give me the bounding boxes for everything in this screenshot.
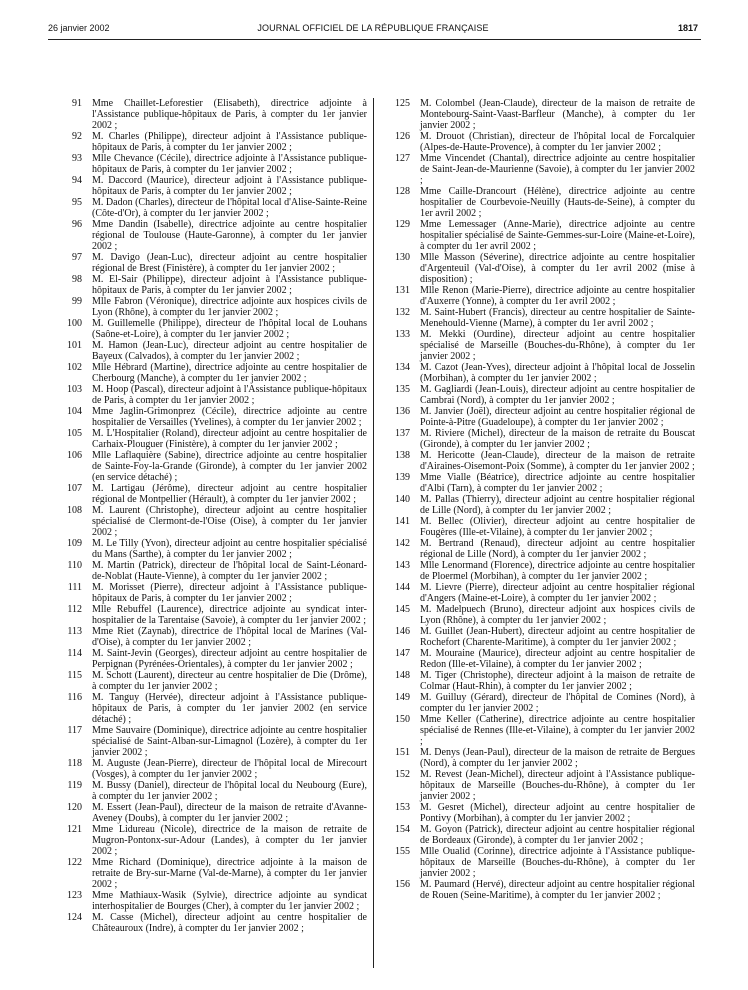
list-item	[52, 296, 367, 318]
list-item	[52, 483, 367, 505]
entry-text: Mme Caille-Drancourt (Hélène), directrice adjointe au centre hospitalier de Courbevoie-Neuilly (Hauts-de-Seine), à compter du 1er avril 2002 ;	[420, 186, 695, 219]
entry-number: 127	[395, 153, 410, 164]
entry-text: Mme Chaillet-Leforestier (Elisabeth), directrice adjointe à l'Assistance publique-hôpitaux de Paris, à compter du 1er janvier 2002 ;	[92, 98, 367, 131]
entry-number: 138	[395, 450, 410, 461]
entry-number: 93	[72, 153, 82, 164]
entry-number: 150	[395, 714, 410, 725]
list-item	[380, 428, 695, 450]
entry-number: 152	[395, 769, 410, 780]
entry-number: 118	[67, 758, 82, 769]
journal-title: JOURNAL OFFICIEL DE LA RÉPUBLIQUE FRANÇAISE	[257, 23, 489, 33]
list-item	[52, 362, 367, 384]
entry-number: 131	[395, 285, 410, 296]
entry-number: 104	[67, 406, 82, 417]
list-item	[52, 912, 367, 934]
entry-number: 120	[67, 802, 82, 813]
list-item	[52, 219, 367, 252]
entry-number: 135	[395, 384, 410, 395]
entry-text: Mme Vialle (Béatrice), directrice adjointe au centre hospitalier d'Albi (Tarn), à compter du 1er janvier 2002 ;	[420, 472, 695, 494]
list-item	[52, 98, 367, 131]
list-item	[52, 428, 367, 450]
entry-text: M. Revest (Jean-Michel), directeur adjoint à l'Assistance publique-hôpitaux de Marseille (Bouches-du-Rhône), à compter du 1er janvier 2002 ;	[420, 769, 695, 802]
entry-text: M. Bellec (Olivier), directeur adjoint au centre hospitalier de Fougères (Ille-et-Vilaine), à compter du 1er janvier 2002 ;	[420, 516, 695, 538]
list-item	[52, 560, 367, 582]
list-item	[380, 824, 695, 846]
entry-text: M. Hoop (Pascal), directeur adjoint à l'Assistance publique-hôpitaux de Paris, à compter du 1er janvier 2002 ;	[92, 384, 367, 406]
entry-number: 121	[67, 824, 82, 835]
entry-number: 134	[395, 362, 410, 373]
entry-number: 91	[72, 98, 82, 109]
entry-number: 114	[67, 648, 82, 659]
list-item	[380, 516, 695, 538]
entry-text: M. Pallas (Thierry), directeur adjoint au centre hospitalier régional de Lille (Nord), à compter du 1er janvier 2002 ;	[420, 494, 695, 516]
list-item	[52, 131, 367, 153]
list-item	[52, 384, 367, 406]
list-item	[380, 802, 695, 824]
entry-text: M. Dadon (Charles), directeur de l'hôpital local d'Alise-Sainte-Reine (Côte-d'Or), à compter du 1er janvier 2002 ;	[92, 197, 367, 219]
list-item	[380, 219, 695, 252]
list-item	[52, 648, 367, 670]
entry-text: M. Cazot (Jean-Yves), directeur adjoint à l'hôpital local de Josselin (Morbihan), à compter du 1er janvier 2002 ;	[420, 362, 695, 384]
entry-text: M. Laurent (Christophe), directeur adjoint au centre hospitalier spécialisé de Clermont-de-l'Oise (Oise), à compter du 1er janvier 2002 ;	[92, 505, 367, 538]
entry-number: 106	[67, 450, 82, 461]
entry-number: 107	[67, 483, 82, 494]
entry-number: 108	[67, 505, 82, 516]
list-item	[52, 626, 367, 648]
list-item	[380, 747, 695, 769]
entry-text: M. Hericotte (Jean-Claude), directeur de la maison de retraite d'Airaines-Oisemont-Poix (Somme), à compter du 1er janvier 2002 ;	[420, 450, 695, 472]
entry-number: 111	[67, 582, 82, 593]
list-item	[380, 648, 695, 670]
entry-text: M. L'Hospitalier (Roland), directeur adjoint au centre hospitalier de Carhaix-Plouguer (Finistère), à compter du 1er janvier 2002 ;	[92, 428, 367, 450]
list-item	[380, 472, 695, 494]
entry-number: 144	[395, 582, 410, 593]
list-item	[380, 384, 695, 406]
entry-text: M. Janvier (Joël), directeur adjoint au centre hospitalier régional de Pointe-à-Pitre (Guadeloupe), à compter du 1er janvier 2002 ;	[420, 406, 695, 428]
page-header	[48, 23, 698, 37]
entry-number: 110	[67, 560, 82, 571]
list-item	[52, 857, 367, 890]
list-item	[52, 340, 367, 362]
list-item	[52, 197, 367, 219]
entry-text: Mme Lemessager (Anne-Marie), directrice adjointe au centre hospitalier spécialisé de Sainte-Gemmes-sur-Loire (Maine-et-Loire), à compter du 1er avril 2002 ;	[420, 219, 695, 252]
entry-text: M. Guillet (Jean-Hubert), directeur adjoint au centre hospitalier de Rochefort (Charente-Maritime), à compter du 1er janvier 2002 ;	[420, 626, 695, 648]
entry-number: 97	[72, 252, 82, 263]
list-item	[52, 758, 367, 780]
entry-text: M. Colombel (Jean-Claude), directeur de la maison de retraite de Montebourg-Saint-Vaast-Barfleur (Manche), à compter du 1er janvier 2002 ;	[420, 98, 695, 131]
entry-number: 136	[395, 406, 410, 417]
entry-text: Mlle Chevance (Cécile), directrice adjointe à l'Assistance publique-hôpitaux de Paris, à compter du 1er janvier 2002 ;	[92, 153, 367, 175]
entry-text: M. Saint-Jevin (Georges), directeur adjoint au centre hospitalier de Perpignan (Pyrénées-Orientales), à compter du 1er janvier 2002 ;	[92, 648, 367, 670]
list-item	[380, 131, 695, 153]
list-item	[380, 714, 695, 747]
list-item	[380, 879, 695, 901]
entry-text: M. Guillemelle (Philippe), directeur de l'hôpital local de Louhans (Saône-et-Loire), à compter du 1er janvier 2002 ;	[92, 318, 367, 340]
list-item	[52, 670, 367, 692]
issue-date: 26 janvier 2002	[48, 23, 110, 33]
left-column	[52, 98, 367, 934]
entry-number: 122	[67, 857, 82, 868]
entry-number: 115	[67, 670, 82, 681]
list-item	[52, 318, 367, 340]
entry-text: Mlle Hébrard (Martine), directrice adjointe au centre hospitalier de Cherbourg (Manche), à compter du 1er janvier 2002 ;	[92, 362, 367, 384]
entry-text: Mme Mathiaux-Wasik (Sylvie), directrice adjointe au syndicat interhospitalier de Bourges (Cher), à compter du 1er janvier 2002 ;	[92, 890, 367, 912]
entry-text: M. Gagliardi (Jean-Louis), directeur adjoint au centre hospitalier de Cambrai (Nord), à compter du 1er janvier 2002 ;	[420, 384, 695, 406]
list-item	[52, 890, 367, 912]
entry-text: Mlle Masson (Séverine), directrice adjointe au centre hospitalier d'Argenteuil (Val-d'Oise), à compter du 1er avril 2002 (mise à disposition) ;	[420, 252, 695, 285]
list-item	[52, 725, 367, 758]
entry-number: 101	[67, 340, 82, 351]
list-item	[52, 153, 367, 175]
entry-number: 129	[395, 219, 410, 230]
entry-text: M. Hamon (Jean-Luc), directeur adjoint au centre hospitalier de Bayeux (Calvados), à compter du 1er janvier 2002 ;	[92, 340, 367, 362]
list-item	[380, 538, 695, 560]
entry-text: M. Davigo (Jean-Luc), directeur adjoint au centre hospitalier régional de Brest (Finistère), à compter du 1er janvier 2002 ;	[92, 252, 367, 274]
entry-text: Mme Sauvaire (Dominique), directrice adjointe au centre hospitalier spécialisé de Saint-Alban-sur-Limagnol (Lozère), à compter du 1er janvier 2002 ;	[92, 725, 367, 758]
entry-text: M. Charles (Philippe), directeur adjoint à l'Assistance publique-hôpitaux de Paris, à compter du 1er janvier 2002 ;	[92, 131, 367, 153]
entry-number: 100	[67, 318, 82, 329]
entry-text: Mlle Rebuffel (Laurence), directrice adjointe au syndicat inter-hospitalier de la Tarentaise (Savoie), à compter du 1er janvier 2002 ;	[92, 604, 367, 626]
entry-text: M. Saint-Hubert (Francis), directeur au centre hospitalier de Sainte-Menehould-Vienne (Marne), à compter du 1er avril 2002 ;	[420, 307, 695, 329]
list-item	[380, 494, 695, 516]
entry-text: Mme Richard (Dominique), directrice adjointe à la maison de retraite de Bry-sur-Marne (Val-de-Marne), à compter du 1er janvier 2002 ;	[92, 857, 367, 890]
entry-number: 137	[395, 428, 410, 439]
entry-number: 117	[67, 725, 82, 736]
list-item	[52, 824, 367, 857]
entry-text: Mme Vincendet (Chantal), directrice adjointe au centre hospitalier de Saint-Jean-de-Maurienne (Savoie), à compter du 1er janvier 2002 ;	[420, 153, 695, 186]
entry-text: Mme Jaglin-Grimonprez (Cécile), directrice adjointe au centre hospitalier de Versailles (Yvelines), à compter du 1er janvier 2002 ;	[92, 406, 367, 428]
entry-number: 143	[395, 560, 410, 571]
entry-number: 148	[395, 670, 410, 681]
entry-number: 133	[395, 329, 410, 340]
list-item	[380, 98, 695, 131]
entry-number: 141	[395, 516, 410, 527]
list-item	[380, 285, 695, 307]
list-item	[380, 769, 695, 802]
list-item	[380, 362, 695, 384]
entry-number: 105	[67, 428, 82, 439]
entry-number: 145	[395, 604, 410, 615]
entry-number: 112	[67, 604, 82, 615]
entry-text: M. Goyon (Patrick), directeur adjoint au centre hospitalier régional de Bordeaux (Gironde), à compter du 1er janvier 2002 ;	[420, 824, 695, 846]
entry-text: Mlle Laflaquière (Sabine), directrice adjointe au centre hospitalier de Sainte-Foy-la-Grande (Gironde), à compter du 1er janvier 2002 (en service détaché) ;	[92, 450, 367, 483]
entry-number: 147	[395, 648, 410, 659]
entry-text: M. Auguste (Jean-Pierre), directeur de l'hôpital local de Mirecourt (Vosges), à compter du 1er janvier 2002 ;	[92, 758, 367, 780]
entry-text: Mlle Fabron (Véronique), directrice adjointe aux hospices civils de Lyon (Rhône), à compter du 1er janvier 2002 ;	[92, 296, 367, 318]
entry-text: M. Gesret (Michel), directeur adjoint au centre hospitalier de Pontivy (Morbihan), à compter du 1er janvier 2002 ;	[420, 802, 695, 824]
entry-text: Mme Dandin (Isabelle), directrice adjointe au centre hospitalier régional de Toulouse (Haute-Garonne), à compter du 1er janvier 2002 ;	[92, 219, 367, 252]
entry-number: 124	[67, 912, 82, 923]
list-item	[380, 450, 695, 472]
entry-number: 95	[72, 197, 82, 208]
list-item	[52, 538, 367, 560]
entry-number: 140	[395, 494, 410, 505]
list-item	[380, 307, 695, 329]
entry-number: 109	[67, 538, 82, 549]
list-item	[52, 252, 367, 274]
list-item	[380, 153, 695, 186]
list-item	[52, 450, 367, 483]
list-item	[52, 274, 367, 296]
entry-number: 156	[395, 879, 410, 890]
entry-number: 96	[72, 219, 82, 230]
entry-text: M. Schott (Laurent), directeur au centre hospitalier de Die (Drôme), à compter du 1er janvier 2002 ;	[92, 670, 367, 692]
entry-text: M. Guilluy (Gérard), directeur de l'hôpital de Comines (Nord), à compter du 1er janvier 2002 ;	[420, 692, 695, 714]
header-rule	[48, 39, 701, 40]
entry-number: 125	[395, 98, 410, 109]
entry-number: 142	[395, 538, 410, 549]
entry-number: 139	[395, 472, 410, 483]
list-item	[380, 692, 695, 714]
list-item	[52, 582, 367, 604]
entry-text: M. Daccord (Maurice), directeur adjoint à l'Assistance publique-hôpitaux de Paris, à compter du 1er janvier 2002 ;	[92, 175, 367, 197]
entry-number: 130	[395, 252, 410, 263]
entry-text: M. Denys (Jean-Paul), directeur de la maison de retraite de Bergues (Nord), à compter du 1er janvier 2002 ;	[420, 747, 695, 769]
entry-text: M. Bussy (Daniel), directeur de l'hôpital local du Neubourg (Eure), à compter du 1er janvier 2002 ;	[92, 780, 367, 802]
list-item	[380, 582, 695, 604]
entry-text: M. Morisset (Pierre), directeur adjoint à l'Assistance publique-hôpitaux de Paris, à compter du 1er janvier 2002 ;	[92, 582, 367, 604]
entry-text: Mme Lidureau (Nicole), directrice de la maison de retraite de Mugron-Pontonx-sur-Adour (Landes), à compter du 1er janvier 2002 ;	[92, 824, 367, 857]
entry-number: 119	[67, 780, 82, 791]
entry-number: 132	[395, 307, 410, 318]
entry-text: M. Madelpuech (Bruno), directeur adjoint aux hospices civils de Lyon (Rhône), à compter du 1er janvier 2002 ;	[420, 604, 695, 626]
entry-number: 98	[72, 274, 82, 285]
list-item	[52, 692, 367, 725]
entry-number: 92	[72, 131, 82, 142]
entry-text: M. Paumard (Hervé), directeur adjoint au centre hospitalier régional de Rouen (Seine-Maritime), à compter du 1er janvier 2002 ;	[420, 879, 695, 901]
list-item	[52, 406, 367, 428]
entry-number: 149	[395, 692, 410, 703]
list-item	[52, 780, 367, 802]
entry-text: M. Tiger (Christophe), directeur adjoint à la maison de retraite de Colmar (Haut-Rhin), à compter du 1er janvier 2002 ;	[420, 670, 695, 692]
entry-text: M. Lartigau (Jérôme), directeur adjoint au centre hospitalier régional de Montpellier (Hérault), à compter du 1er janvier 2002 ;	[92, 483, 367, 505]
entry-number: 146	[395, 626, 410, 637]
entry-text: Mme Riet (Zaynab), directrice de l'hôpital local de Marines (Val-d'Oise), à compter du 1er janvier 2002 ;	[92, 626, 367, 648]
entry-number: 126	[395, 131, 410, 142]
entry-number: 94	[72, 175, 82, 186]
entry-number: 99	[72, 296, 82, 307]
entry-number: 113	[67, 626, 82, 637]
list-item	[380, 186, 695, 219]
list-item	[52, 604, 367, 626]
entry-number: 102	[67, 362, 82, 373]
entry-text: M. El-Sair (Philippe), directeur adjoint à l'Assistance publique-hôpitaux de Paris, à compter du 1er janvier 2002 ;	[92, 274, 367, 296]
entry-text: M. Riviere (Michel), directeur de la maison de retraite du Bouscat (Gironde), à compter du 1er janvier 2002 ;	[420, 428, 695, 450]
column-separator	[373, 98, 374, 968]
list-item	[52, 802, 367, 824]
entry-text: Mlle Lenormand (Florence), directrice adjointe au centre hospitalier de Ploermel (Morbihan), à compter du 1er janvier 2002 ;	[420, 560, 695, 582]
entry-text: M. Tanguy (Hervée), directeur adjoint à l'Assistance publique-hôpitaux de Paris, à compter du 1er janvier 2002 (en service détaché) ;	[92, 692, 367, 725]
entry-text: Mlle Oualid (Corinne), directrice adjointe à l'Assistance publique-hôpitaux de Marseille (Bouches-du-Rhône), à compter du 1er janvier 2002 ;	[420, 846, 695, 879]
entry-text: M. Essert (Jean-Paul), directeur de la maison de retraite d'Avanne-Aveney (Doubs), à compter du 1er janvier 2002 ;	[92, 802, 367, 824]
list-item	[52, 175, 367, 197]
entry-text: M. Mouraine (Maurice), directeur adjoint au centre hospitalier de Redon (Ille-et-Vilaine), à compter du 1er janvier 2002 ;	[420, 648, 695, 670]
entry-number: 123	[67, 890, 82, 901]
list-item	[52, 505, 367, 538]
right-column	[380, 98, 695, 901]
entry-text: M. Martin (Patrick), directeur de l'hôpital local de Saint-Léonard-de-Noblat (Haute-Vienne), à compter du 1er janvier 2002 ;	[92, 560, 367, 582]
entry-text: Mlle Renon (Marie-Pierre), directrice adjointe au centre hospitalier d'Auxerre (Yonne), à compter du 1er avril 2002 ;	[420, 285, 695, 307]
entry-number: 155	[395, 846, 410, 857]
entry-number: 151	[395, 747, 410, 758]
page-number: 1817	[677, 23, 698, 33]
entry-text: M. Lievre (Pierre), directeur adjoint au centre hospitalier régional d'Angers (Maine-et-Loire), à compter du 1er janvier 2002 ;	[420, 582, 695, 604]
list-item	[380, 560, 695, 582]
entry-number: 154	[395, 824, 410, 835]
entry-text: M. Casse (Michel), directeur adjoint au centre hospitalier de Châteauroux (Indre), à compter du 1er janvier 2002 ;	[92, 912, 367, 934]
entry-number: 116	[67, 692, 82, 703]
list-item	[380, 329, 695, 362]
entry-text: M. Mekki (Ourdine), directeur adjoint au centre hospitalier spécialisé de Marseille (Bouches-du-Rhône), à compter du 1er janvier 2002 ;	[420, 329, 695, 362]
list-item	[380, 846, 695, 879]
list-item	[380, 252, 695, 285]
entry-text: M. Bertrand (Renaud), directeur adjoint au centre hospitalier régional de Lille (Nord), à compter du 1er janvier 2002 ;	[420, 538, 695, 560]
entry-text: M. Drouot (Christian), directeur de l'hôpital local de Forcalquier (Alpes-de-Haute-Provence), à compter du 1er janvier 2002 ;	[420, 131, 695, 153]
entry-number: 153	[395, 802, 410, 813]
list-item	[380, 604, 695, 626]
entry-text: Mme Keller (Catherine), directrice adjointe au centre hospitalier spécialisé de Rennes (Ille-et-Vilaine), à compter du 1er janvier 2002 ;	[420, 714, 695, 747]
entry-number: 103	[67, 384, 82, 395]
entry-text: M. Le Tilly (Yvon), directeur adjoint au centre hospitalier spécialisé du Mans (Sarthe), à compter du 1er janvier 2002 ;	[92, 538, 367, 560]
list-item	[380, 670, 695, 692]
entry-number: 128	[395, 186, 410, 197]
list-item	[380, 626, 695, 648]
list-item	[380, 406, 695, 428]
